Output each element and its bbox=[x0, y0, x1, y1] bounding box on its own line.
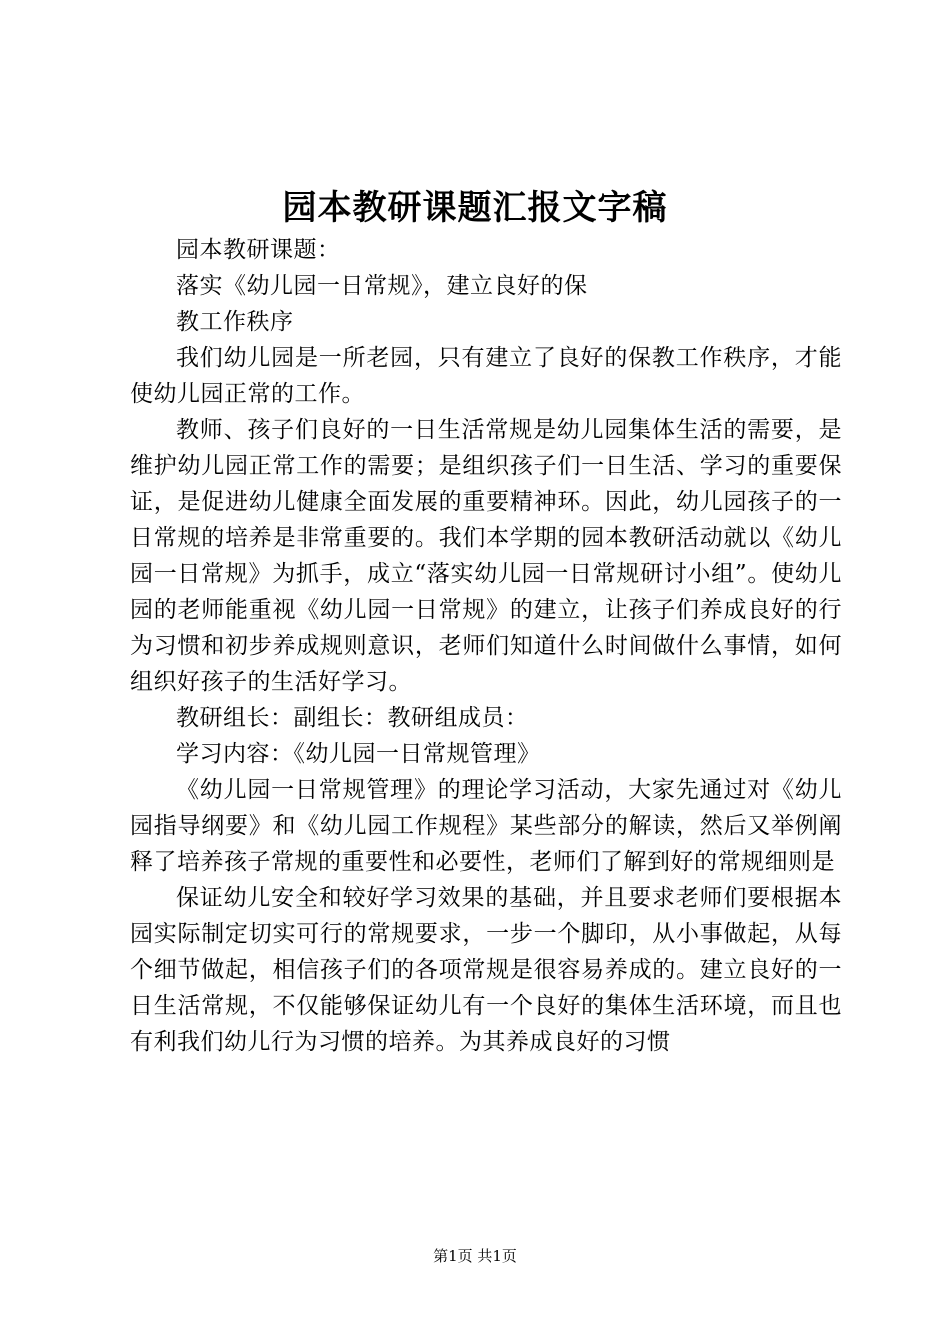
paragraph-topic-line-1: 落实《幼儿园一日常规》，建立良好的保 bbox=[176, 273, 588, 299]
paragraph-topic-line-2: 教工作秩序 bbox=[176, 309, 294, 335]
document-title: 园本教研课题汇报文字稿 bbox=[282, 188, 668, 228]
paragraph-theory-study: 《幼儿园一日常规管理》的理论学习活动，大家先通过对《幼儿园指导纲要》和《幼儿园工作规程》某些部分的解读，然后又举例阐释了培养孩子常规的重要性和必要性，老师们了解到好的常规细则是 bbox=[130, 777, 842, 875]
paragraph-study-content: 学习内容：《幼儿园一日常规管理》 bbox=[176, 741, 541, 767]
document-body bbox=[130, 232, 842, 1060]
page-footer: 第1页 共1页 bbox=[433, 1247, 517, 1265]
paragraph-safety-basis: 保证幼儿安全和较好学习效果的基础，并且要求老师们要根据本园实际制定切实可行的常规要求，一步一个脚印，从小事做起，从每个细节做起，相信孩子们的各项常规是很容易养成的。建立良好的一日生活常规，不仅能够保证幼儿有一个良好的集体生活环境，而且也有利我们幼儿行为习惯的培养。为其养成良好的习惯 bbox=[130, 885, 842, 1055]
paragraph-intro: 我们幼儿园是一所老园，只有建立了良好的保教工作秩序，才能使幼儿园正常的工作。 bbox=[130, 345, 842, 407]
paragraph-topic-label: 园本教研课题： bbox=[176, 237, 341, 263]
paragraph-routine-importance: 教师、孩子们良好的一日生活常规是幼儿园集体生活的需要，是维护幼儿园正常工作的需要；是组织孩子们一日生活、学习的重要保证，是促进幼儿健康全面发展的重要精神环。因此，幼儿园孩子的一日常规的培养是非常重要的。我们本学期的园本教研活动就以《幼儿园一日常规》为抓手，成立“落实幼儿园一日常规研讨小组”。使幼儿园的老师能重视《幼儿园一日常规》的建立，让孩子们养成良好的行为习惯和初步养成规则意识，老师们知道什么时间做什么事情，如何组织好孩子的生活好学习。 bbox=[130, 417, 842, 695]
paragraph-team-members: 教研组长：副组长：教研组成员： bbox=[176, 705, 529, 731]
